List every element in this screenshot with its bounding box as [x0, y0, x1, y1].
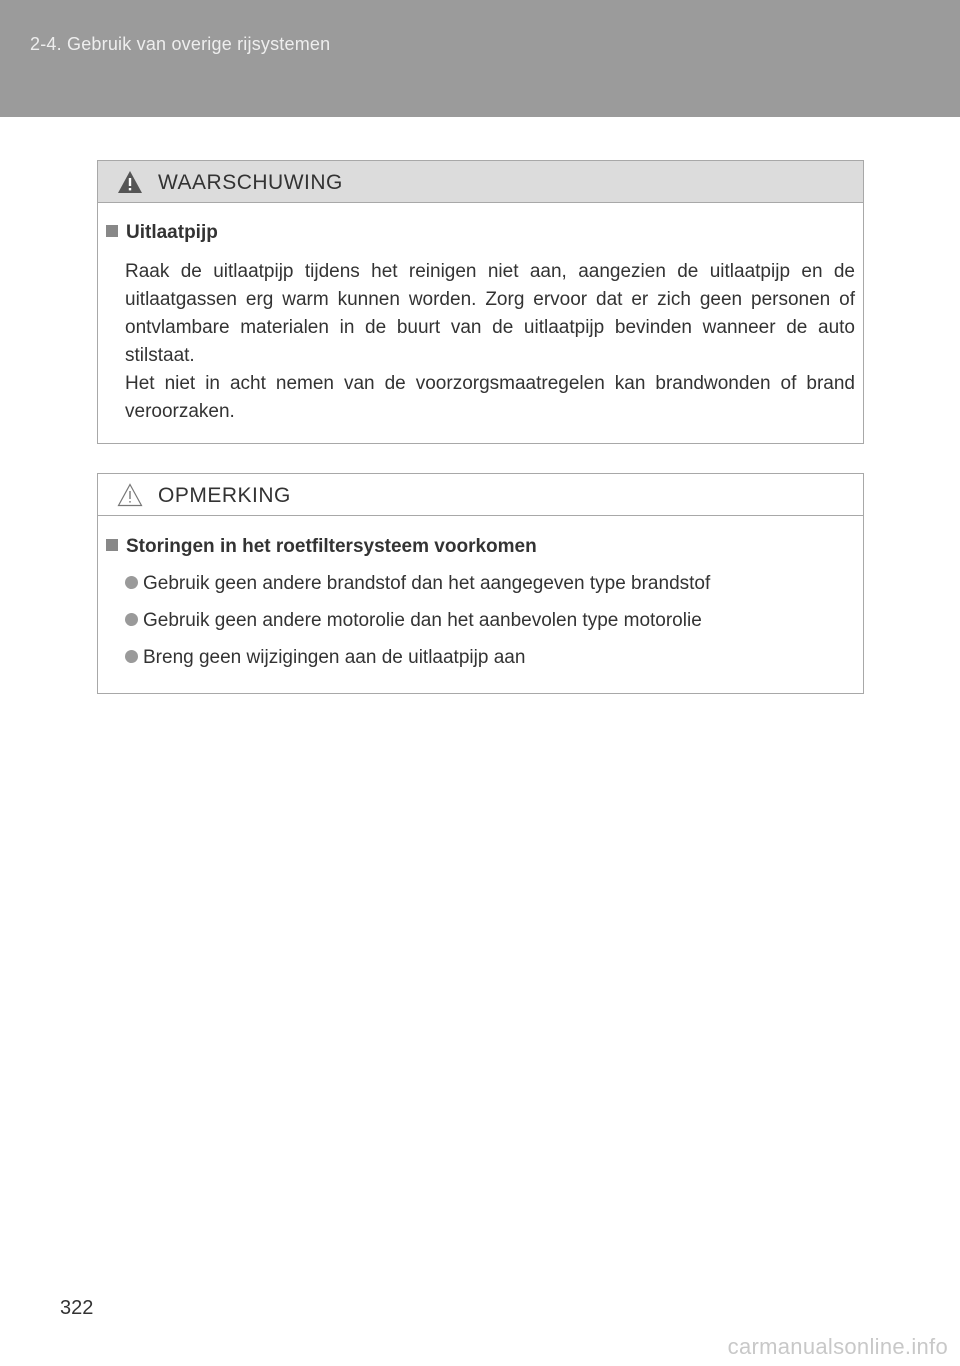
warning-box [97, 160, 864, 444]
round-bullet-icon [125, 613, 138, 626]
list-item [125, 647, 525, 669]
round-bullet-icon [125, 650, 138, 663]
list-item-text: Gebruik geen andere motorolie dan het aanbevolen type motorolie [143, 610, 702, 631]
notice-heading: OPMERKING [158, 484, 291, 507]
page-header [0, 0, 960, 117]
warning-section-label: Uitlaatpijp [126, 222, 218, 243]
warning-section-title [106, 222, 218, 244]
list-item-text: Gebruik geen andere brandstof dan het aangegeven type brandstof [143, 573, 711, 594]
square-bullet-icon [106, 225, 118, 237]
page-number: 322 [60, 1297, 94, 1319]
warning-triangle-icon [117, 170, 143, 194]
warning-paragraph-1: Raak de uitlaatpijp tijdens het reinigen niet aan, aangezien de uitlaatpijp en de uitlaatgassen erg warm kunnen worden. Zorg ervoor dat er zich geen personen of ontvlambare materialen in de buurt van de uitlaatpijp bevinden wanneer de auto stilstaat. [125, 261, 855, 366]
list-item [125, 573, 710, 595]
chapter-title: 2-4. Gebruik van overige rijsystemen [30, 34, 331, 54]
warning-heading: WAARSCHUWING [158, 171, 343, 194]
notice-box [97, 473, 864, 694]
round-bullet-icon [125, 576, 138, 589]
notice-header [98, 474, 863, 516]
list-item-text: Breng geen wijzigingen aan de uitlaatpijp aan [143, 647, 526, 668]
watermark: carmanualsonline.info [727, 1334, 948, 1359]
caution-outline-icon [117, 483, 143, 507]
list-item [125, 610, 702, 632]
warning-paragraph-2: Het niet in acht nemen van de voorzorgsmaatregelen kan brandwonden of brand veroorzaken. [125, 373, 855, 422]
square-bullet-icon [106, 539, 118, 551]
notice-section-label: Storingen in het roetfiltersysteem voorkomen [126, 536, 537, 557]
notice-section-title [106, 536, 537, 558]
warning-header [98, 161, 863, 203]
